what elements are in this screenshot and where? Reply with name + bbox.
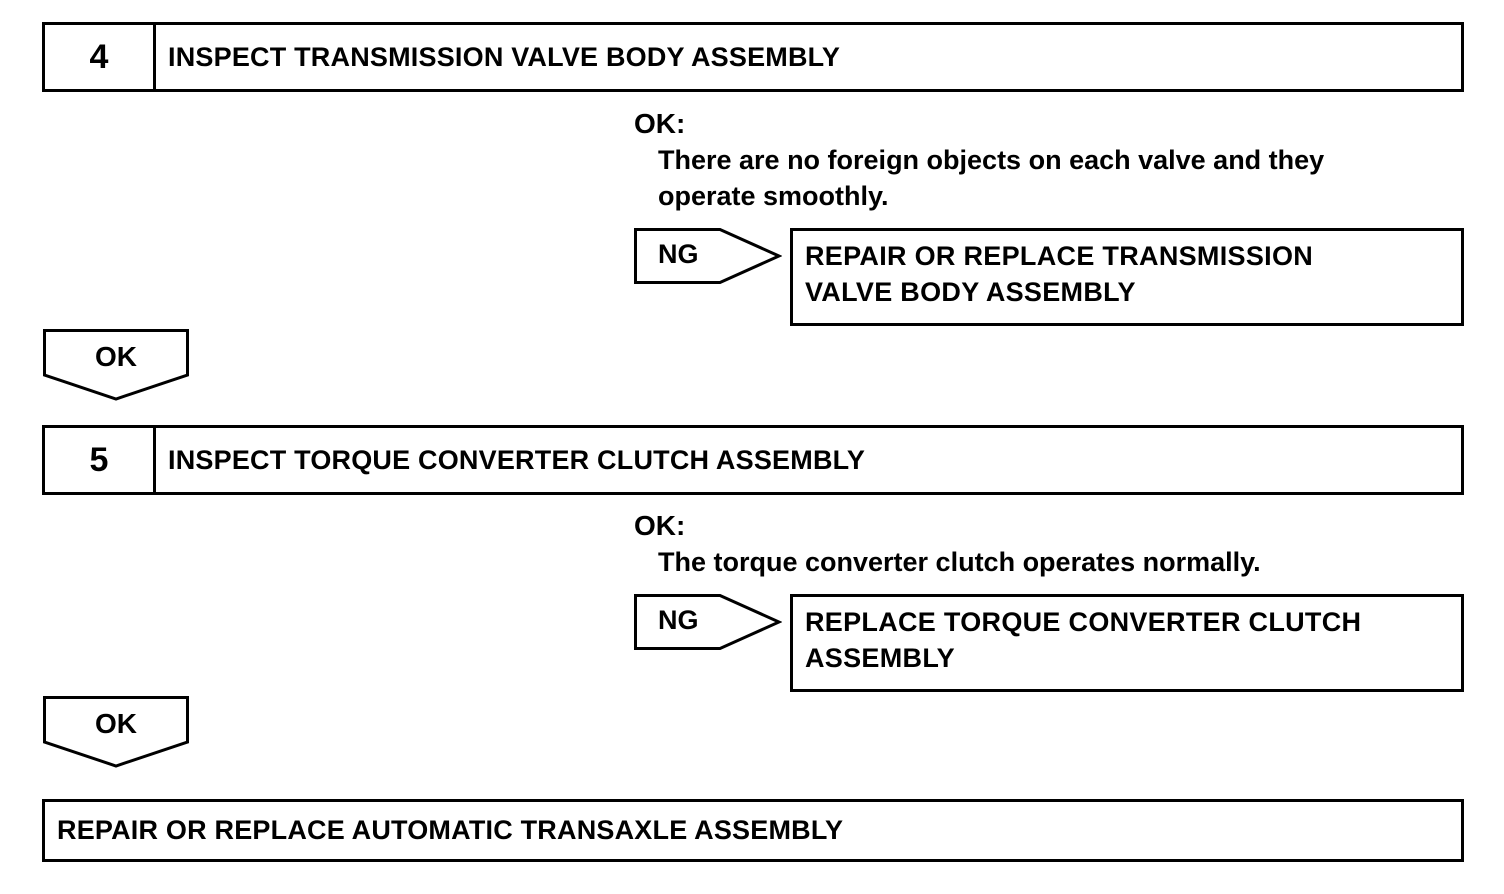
ng-result-line: REPAIR OR REPLACE TRANSMISSION (805, 241, 1314, 271)
step-number: 4 (45, 25, 156, 89)
ng-result-box (790, 594, 1464, 692)
step-number: 5 (45, 428, 156, 492)
ok-criteria-label: OK: (634, 108, 686, 139)
ng-result-text (805, 238, 1455, 310)
ok-criteria-line: The torque converter clutch operates normally. (658, 547, 1261, 577)
ok-criteria-line: operate smoothly. (658, 181, 889, 211)
ok-criteria-label: OK: (634, 510, 686, 541)
step-4-header (42, 22, 1464, 92)
ok-next-label: OK (95, 341, 137, 372)
ng-arrow-icon (634, 594, 782, 650)
final-action-box (42, 799, 1464, 862)
ok-next-label: OK (95, 708, 137, 739)
ok-criteria-line: There are no foreign objects on each valve and they (658, 145, 1325, 175)
ng-result-line: ASSEMBLY (805, 643, 955, 673)
ok-criteria-description (658, 142, 1448, 214)
ok-criteria-description (658, 544, 1448, 580)
ng-result-line: VALVE BODY ASSEMBLY (805, 277, 1136, 307)
step-5-header (42, 425, 1464, 495)
step-title: INSPECT TORQUE CONVERTER CLUTCH ASSEMBLY (168, 444, 866, 475)
ng-label: NG (658, 605, 699, 635)
ng-result-text (805, 604, 1455, 676)
ng-result-box (790, 228, 1464, 326)
ng-arrow-icon (634, 228, 782, 284)
ng-label: NG (658, 239, 699, 269)
ng-result-line: REPLACE TORQUE CONVERTER CLUTCH (805, 607, 1362, 637)
final-action-text: REPAIR OR REPLACE AUTOMATIC TRANSAXLE ASSEMBLY (57, 815, 844, 845)
step-title: INSPECT TRANSMISSION VALVE BODY ASSEMBLY (168, 41, 841, 72)
